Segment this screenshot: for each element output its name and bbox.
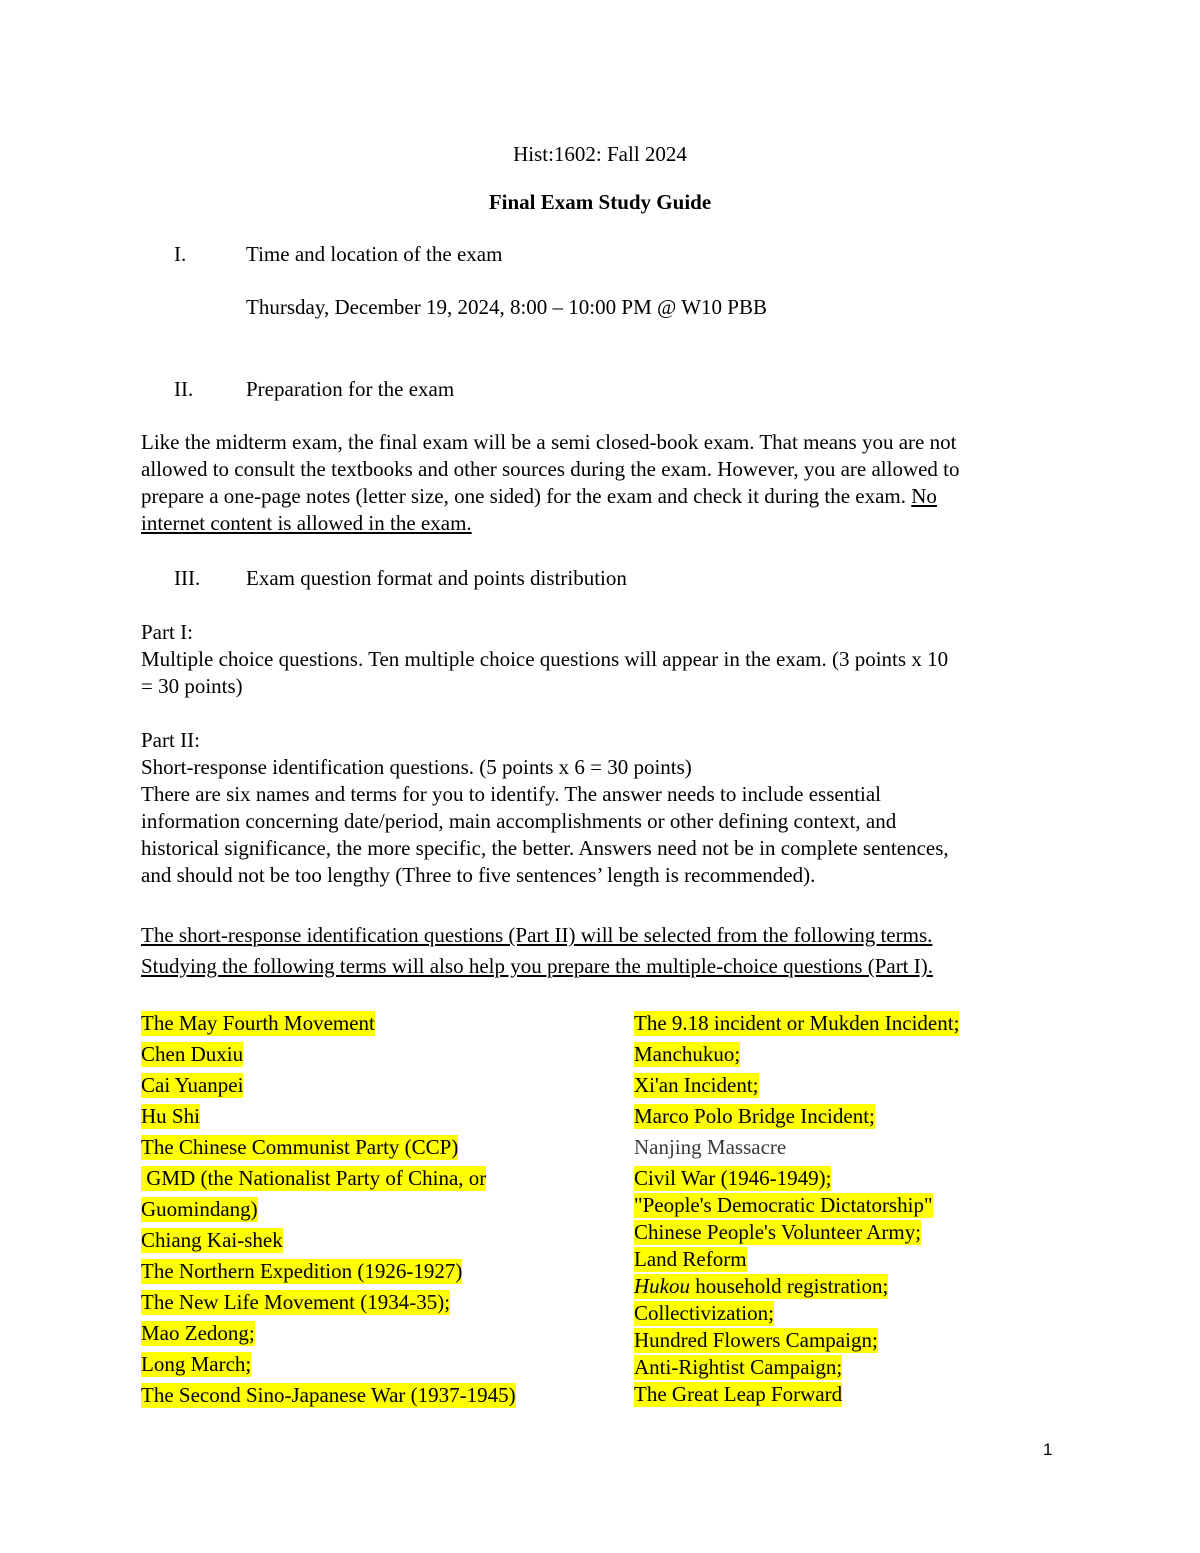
term-item: The Second Sino-Japanese War (1937-1945) [141, 1383, 516, 1407]
part-2-line: Short-response identification questions. (5 points x 6 = 30 points) [141, 755, 692, 779]
term-item: Hundred Flowers Campaign; [634, 1328, 878, 1352]
term-item-italic: Hukou [634, 1274, 690, 1298]
no-internet-notice-start: No [911, 484, 937, 508]
part-2-line: information concerning date/period, main accomplishments or other defining context, and [141, 809, 897, 833]
term-item: Collectivization; [634, 1301, 774, 1325]
term-item: Land Reform [634, 1247, 747, 1271]
paragraph-line: Like the midterm exam, the final exam will be a semi closed-book exam. That means you are not [141, 430, 957, 454]
page-number: 1 [1043, 1440, 1053, 1459]
term-item: The Northern Expedition (1926-1927) [141, 1259, 463, 1283]
term-item: Mao Zedong; [141, 1321, 255, 1345]
term-item: Xi'an Incident; [634, 1073, 759, 1097]
term-item: Civil War (1946-1949); [634, 1166, 832, 1190]
preparation-paragraph [141, 429, 1081, 537]
terms-left-column [141, 1011, 516, 1414]
term-item: Chinese People's Volunteer Army; [634, 1220, 922, 1244]
part-1-label: Part I: [141, 620, 193, 644]
section-3-heading: Exam question format and points distribution [246, 566, 627, 590]
part-1-line: Multiple choice questions. Ten multiple choice questions will appear in the exam. (3 points x 10 [141, 647, 949, 671]
term-item: The Chinese Communist Party (CCP) [141, 1135, 459, 1159]
term-item: The 9.18 incident or Mukden Incident; [634, 1011, 960, 1035]
terms-note [141, 920, 1081, 982]
no-internet-notice-end: internet content is allowed in the exam. [141, 511, 472, 535]
term-item [634, 1274, 888, 1299]
part-2-line: There are six names and terms for you to identify. The answer needs to include essential [141, 782, 882, 806]
section-1-heading: Time and location of the exam [246, 242, 503, 266]
part-2-line: and should not be too lengthy (Three to five sentences’ length is recommended). [141, 863, 816, 887]
term-item: Chiang Kai-shek [141, 1228, 283, 1252]
term-item: "People's Democratic Dictatorship" [634, 1193, 933, 1217]
section-2-heading: Preparation for the exam [246, 377, 455, 401]
term-item-rest: household registration; [690, 1274, 889, 1298]
term-item: Guomindang) [141, 1197, 258, 1221]
term-item: Chen Duxiu [141, 1042, 244, 1066]
course-header: Hist:1602: Fall 2024 [513, 142, 687, 166]
term-item: Cai Yuanpei [141, 1073, 244, 1097]
part-2-block [141, 727, 1081, 889]
terms-note-line: The short-response identification questions (Part II) will be selected from the following terms. [141, 923, 933, 947]
terms-note-line: Studying the following terms will also help you prepare the multiple-choice questions (Part I). [141, 954, 934, 978]
part-2-label: Part II: [141, 728, 200, 752]
term-item: Marco Polo Bridge Incident; [634, 1104, 875, 1128]
part-2-line: historical significance, the more specific, the better. Answers need not be in complete sentences, [141, 836, 949, 860]
term-item: Anti-Rightist Campaign; [634, 1355, 843, 1379]
section-1-numeral: I. [174, 242, 187, 266]
exam-time-location: Thursday, December 19, 2024, 8:00 – 10:00 PM @ W10 PBB [246, 295, 767, 319]
paragraph-line: allowed to consult the textbooks and other sources during the exam. However, you are allowed to [141, 457, 960, 481]
part-1-line: = 30 points) [141, 674, 243, 698]
section-2-numeral: II. [174, 377, 194, 401]
page-title: Final Exam Study Guide [488, 190, 712, 214]
term-item: Long March; [141, 1352, 252, 1376]
terms-right-column [634, 1011, 959, 1409]
term-item: Manchukuo; [634, 1042, 741, 1066]
term-item: The May Fourth Movement [141, 1011, 375, 1035]
paragraph-line-text: prepare a one-page notes (letter size, one sided) for the exam and check it during the exam. [141, 484, 907, 508]
term-item: GMD (the Nationalist Party of China, or [141, 1166, 487, 1190]
term-item-unhighlighted: Nanjing Massacre [634, 1135, 787, 1159]
term-item: Hu Shi [141, 1104, 200, 1128]
term-item: The Great Leap Forward [634, 1382, 843, 1406]
part-1-block [141, 619, 1081, 700]
section-3-numeral: III. [174, 566, 201, 590]
term-item: The New Life Movement (1934-35); [141, 1290, 451, 1314]
paragraph-line [141, 483, 1081, 510]
